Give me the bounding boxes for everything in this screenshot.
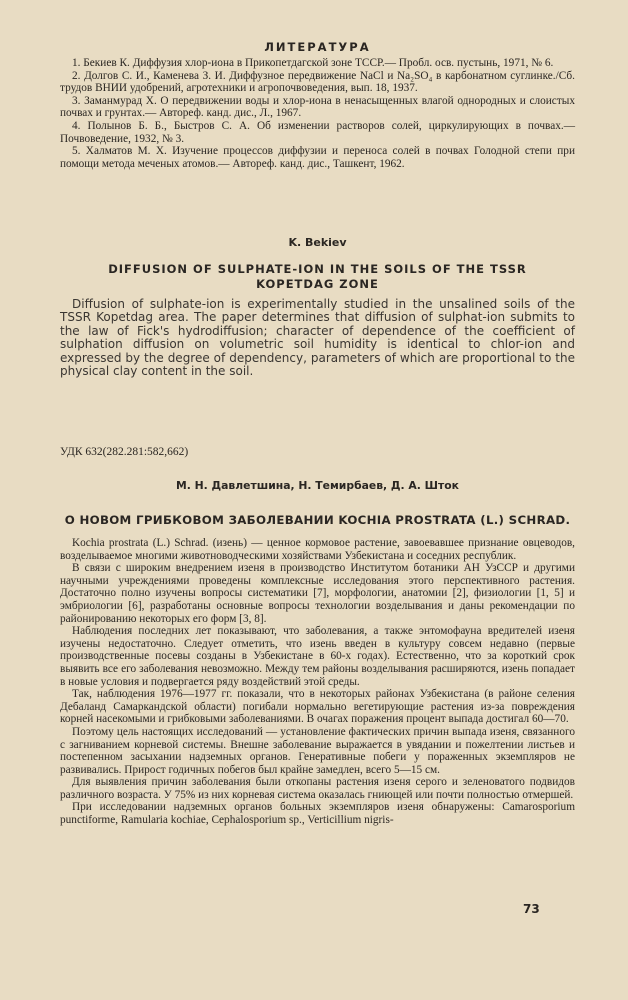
body-paragraph: Поэтому цель настоящих исследований — установление фактических причин выпада изеня, связанного с загниванием корневой системы. Внешне заболевание выражается в увядании и пожелтении листьев и постепенном засыхании надземных органов. Генеративные побеги у пораженных экземпляров не развивались. Прирост годичных побегов был крайне замедлен, всего 5—15 см. [60, 725, 575, 776]
reference-item: 3. Заманмурад Х. О передвижении воды и хлор-иона в ненасыщенных влагой однородных и слоистых почвах и грунтах.— Автореф. канд. дис., Л., 1967. [60, 94, 575, 120]
body-paragraph: Для выявления причин заболевания были откопаны растения изеня серого и зеленоватого подвидов различного возраста. У 75% из них корневая система оказалась гниющей или почти полностью отмершей. [60, 776, 575, 801]
literature-heading: ЛИТЕРАТУРА [264, 40, 371, 54]
references-list [60, 57, 575, 170]
reference-item: 4. Полынов Б. Б., Быстров С. А. Об изменении растворов солей, циркулирующих в почвах.— Почвоведение, 1932, № 3. [60, 119, 575, 145]
english-title: DIFFUSION OF SULPHATE-ION IN THE SOILS OF THE TSSR KOPETDAG ZONE [108, 262, 527, 291]
body-paragraph: В связи с широким внедрением изеня в производство Институтом ботаники АН УзССР и другими научными учреждениями проведены комплексные исследования этого перспективного растения. Достаточно полно изучены вопросы систематики [7], морфологии, анатомии [2], физиологии [1, 5] и эмбриологии [6], разработаны основные вопросы технологии возделывания и даны рекомендации по районированию некоторых его форм [3, 8]. [60, 562, 575, 625]
page-number: 73 [523, 902, 540, 916]
english-author: K. Bekiev [288, 236, 347, 249]
body-paragraph: Kochia prostrata (L.) Schrad. (изень) — ценное кормовое растение, завоевавшее признание овцеводов, возделываемое многими животноводческими хозяйствами Узбекистана и соседних республик. [60, 537, 575, 562]
body-paragraph: Так, наблюдения 1976—1977 гг. показали, что в некоторых районах Узбекистана (в районе селения Дебаланд Самаркандской области) погибали нормально вегетирующие растения из-за повреждения корней насекомыми и грибковыми заболеваниями. В очагах поражения процент выпада достигал 60—70. [60, 688, 575, 726]
udk-code: УДК 632(282.281:582,662) [60, 446, 189, 458]
article-body [60, 537, 575, 827]
reference-item: 5. Халматов М. Х. Изучение процессов диффузии и переноса солей в почвах Голодной степи при помощи метода меченых атомов.— Автореф. канд. дис., Ташкент, 1962. [60, 145, 575, 170]
english-abstract [60, 298, 575, 378]
body-paragraph: Наблюдения последних лет показывают, что заболевания, а также энтомофауна вредителей изеня изучены недостаточно. Следует отметить, что изень введен в культуру совсем недавно (первые производственные посевы созданы в Узбекистане в 60-х годах). Естественно, что за короткий срок выявить все его заболевания невозможно. Между тем районы возделывания расширяются, изень попадает в новые условия и подвергается ряду воздействий этой среды. [60, 625, 575, 688]
reference-item: 1. Бекиев К. Диффузия хлор-иона в Прикопетдагской зоне ТССР.— Пробл. осв. пустынь, 1971, № 6. [72, 57, 554, 69]
article-title: О НОВОМ ГРИБКОВОМ ЗАБОЛЕВАНИИ KOCHIA PROSTRATA (L.) SCHRAD. [64, 513, 571, 527]
reference-item: 2. Долгов С. И., Каменева З. И. Диффузное передвижение NaCl и Na₂SO₄ в карбонатном суглинке./Сб. трудов ВНИИ удобрений, агротехники и агропочвоведения, вып. 18, 1937. [60, 69, 575, 95]
article-authors: М. Н. Давлетшина, Н. Темирбаев, Д. А. Шток [176, 479, 459, 492]
abstract-text: Diffusion of sulphate-ion is experimentally studied in the unsalined soils of the TSSR Kopetdag area. The paper determines that diffusion of sulphat-ion submits to the law of Fick's hydrodiffusion; character of dependence of the coefficient of sulphation diffusion on volumetric soil humidity is identical to chlor-ion and expressed by the degree of dependency, parameters of which are proportional to the physical clay content in the soil. [60, 297, 575, 379]
body-paragraph: При исследовании надземных органов больных экземпляров изеня обнаружены: Camarosporium punctiforme, Ramularia kochiae, Cephalosporium sp., Verticillium nigris- [60, 801, 575, 827]
